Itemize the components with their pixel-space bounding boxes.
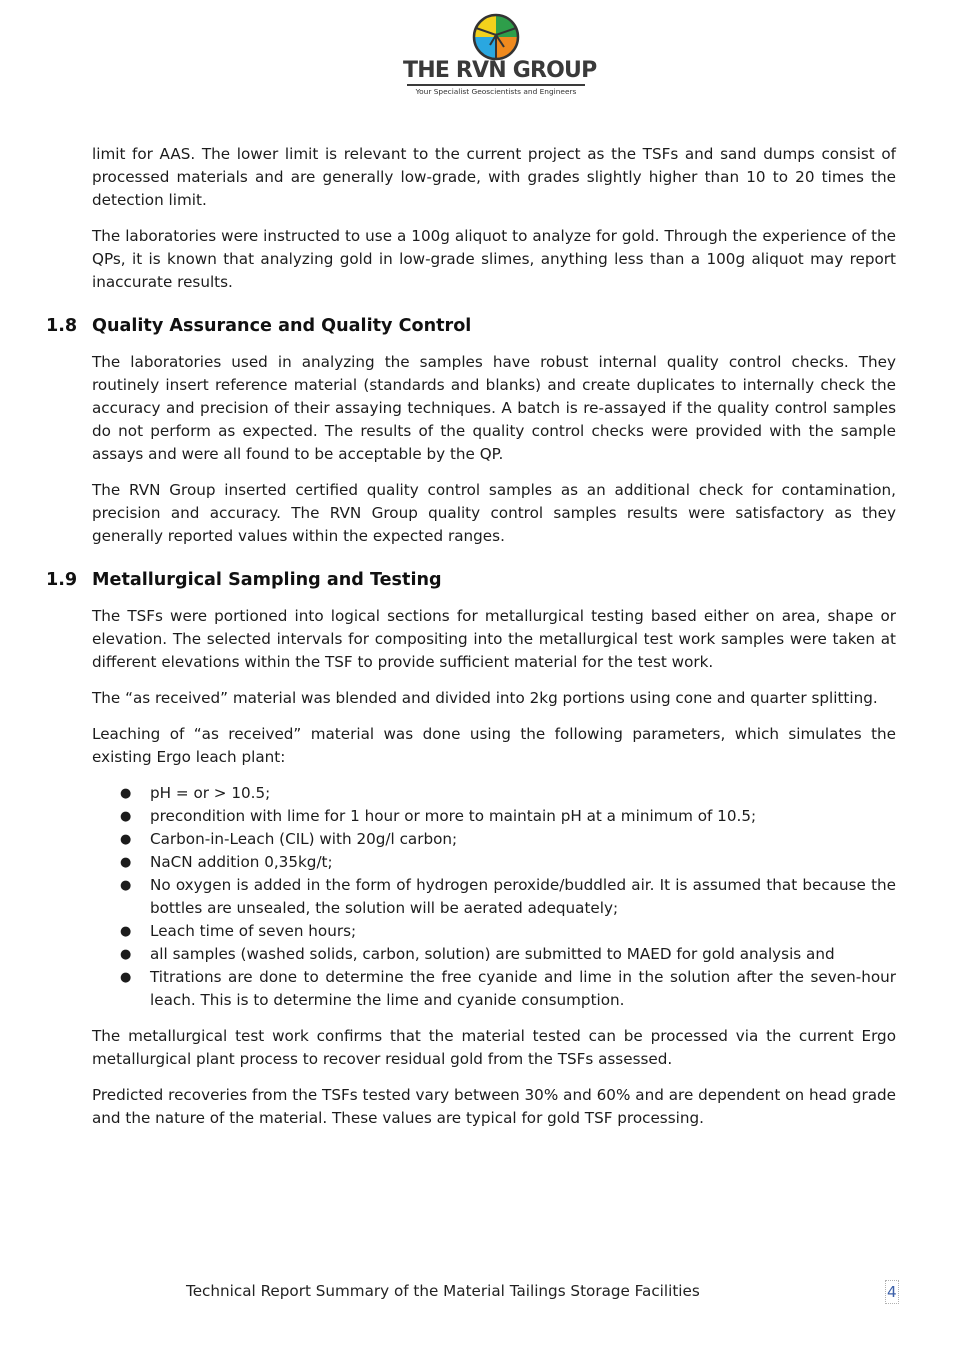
logo-rule xyxy=(407,84,585,86)
section-title: Quality Assurance and Quality Control xyxy=(92,316,472,336)
bullet-icon: ● xyxy=(120,786,132,801)
section-heading-1-8 xyxy=(46,314,896,338)
list-item xyxy=(92,805,896,828)
bullet-icon: ● xyxy=(120,878,132,893)
footer-title: Technical Report Summary of the Material Tailings Storage Facilities xyxy=(186,1282,700,1300)
list-item-text: pH = or > 10.5; xyxy=(150,784,271,802)
list-item-text: No oxygen is added in the form of hydrogen peroxide/buddled air. It is assumed that because the bottles are unsealed, the solution will be aerated adequately; xyxy=(150,876,896,917)
list-item-text: NaCN addition 0,35kg/t; xyxy=(150,853,333,871)
leach-parameters-list xyxy=(92,782,896,1012)
section-paragraph: The laboratories used in analyzing the samples have robust internal quality control checks. They routinely insert reference material (standards and blanks) and create duplicates to internally check the accuracy and precision of their assaying techniques. A batch is re-assayed if the quality control samples do not perform as expected. The results of the quality control checks were provided with the sample assays and were all found to be acceptable by the QP. xyxy=(92,353,896,463)
section-number: 1.8 xyxy=(46,316,78,336)
page-footer xyxy=(0,1280,965,1304)
list-item xyxy=(92,943,896,966)
logo-circle-icon xyxy=(403,12,589,62)
logo-tagline: Your Specialist Geoscientists and Engineers xyxy=(415,87,577,96)
bullet-icon: ● xyxy=(120,809,132,824)
list-item-text: Titrations are done to determine the free cyanide and lime in the solution after the seven-hour leach. This is to determine the lime and cyanide consumption. xyxy=(150,968,896,1009)
list-item xyxy=(92,920,896,943)
list-item xyxy=(92,828,896,851)
bullet-icon: ● xyxy=(120,924,132,939)
intro-paragraph: limit for AAS. The lower limit is relevant to the current project as the TSFs and sand dumps consist of processed materials and are generally low-grade, with grades slightly higher than 10 to 20 times the detection limit. xyxy=(92,145,896,209)
list-item-text: all samples (washed solids, carbon, solution) are submitted to MAED for gold analysis and xyxy=(150,945,835,963)
section-paragraph: The TSFs were portioned into logical sections for metallurgical testing based either on area, shape or elevation. The selected intervals for compositing into the metallurgical test work samples were taken at different elevations within the TSF to provide sufficient material for the test work. xyxy=(92,607,896,671)
bullet-icon: ● xyxy=(120,970,132,985)
section-paragraph: The “as received” material was blended and divided into 2kg portions using cone and quarter splitting. xyxy=(92,689,878,707)
report-body xyxy=(46,143,896,1143)
section-paragraph: The metallurgical test work confirms that the material tested can be processed via the current Ergo metallurgical plant process to recover residual gold from the TSFs assessed. xyxy=(92,1027,896,1068)
page-number: 4 xyxy=(885,1280,899,1304)
section-paragraph: Leaching of “as received” material was done using the following parameters, which simulates the existing Ergo leach plant: xyxy=(92,725,896,766)
section-paragraph: Predicted recoveries from the TSFs tested vary between 30% and 60% and are dependent on head grade and the nature of the material. These values are typical for gold TSF processing. xyxy=(92,1086,896,1127)
section-paragraph: The RVN Group inserted certified quality control samples as an additional check for contamination, precision and accuracy. The RVN Group quality control samples results were satisfactory as they generally reported values within the expected ranges. xyxy=(92,481,896,545)
list-item-text: Carbon-in-Leach (CIL) with 20g/l carbon; xyxy=(150,830,458,848)
logo-title: THE RVN GROUP xyxy=(403,58,597,83)
list-item xyxy=(92,851,896,874)
section-number: 1.9 xyxy=(46,570,78,590)
list-item xyxy=(92,874,896,920)
list-item-text: precondition with lime for 1 hour or more to maintain pH at a minimum of 10.5; xyxy=(150,807,757,825)
list-item xyxy=(92,966,896,1012)
section-title: Metallurgical Sampling and Testing xyxy=(92,570,442,590)
rvn-group-logo xyxy=(403,12,597,98)
list-item xyxy=(92,782,896,805)
section-heading-1-9 xyxy=(46,568,896,592)
bullet-icon: ● xyxy=(120,855,132,870)
bullet-icon: ● xyxy=(120,947,132,962)
list-item-text: Leach time of seven hours; xyxy=(150,922,357,940)
intro-paragraph: The laboratories were instructed to use a 100g aliquot to analyze for gold. Through the experience of the QPs, it is known that analyzing gold in low-grade slimes, anything less than a 100g aliquot may report inaccurate results. xyxy=(92,227,896,291)
bullet-icon: ● xyxy=(120,832,132,847)
